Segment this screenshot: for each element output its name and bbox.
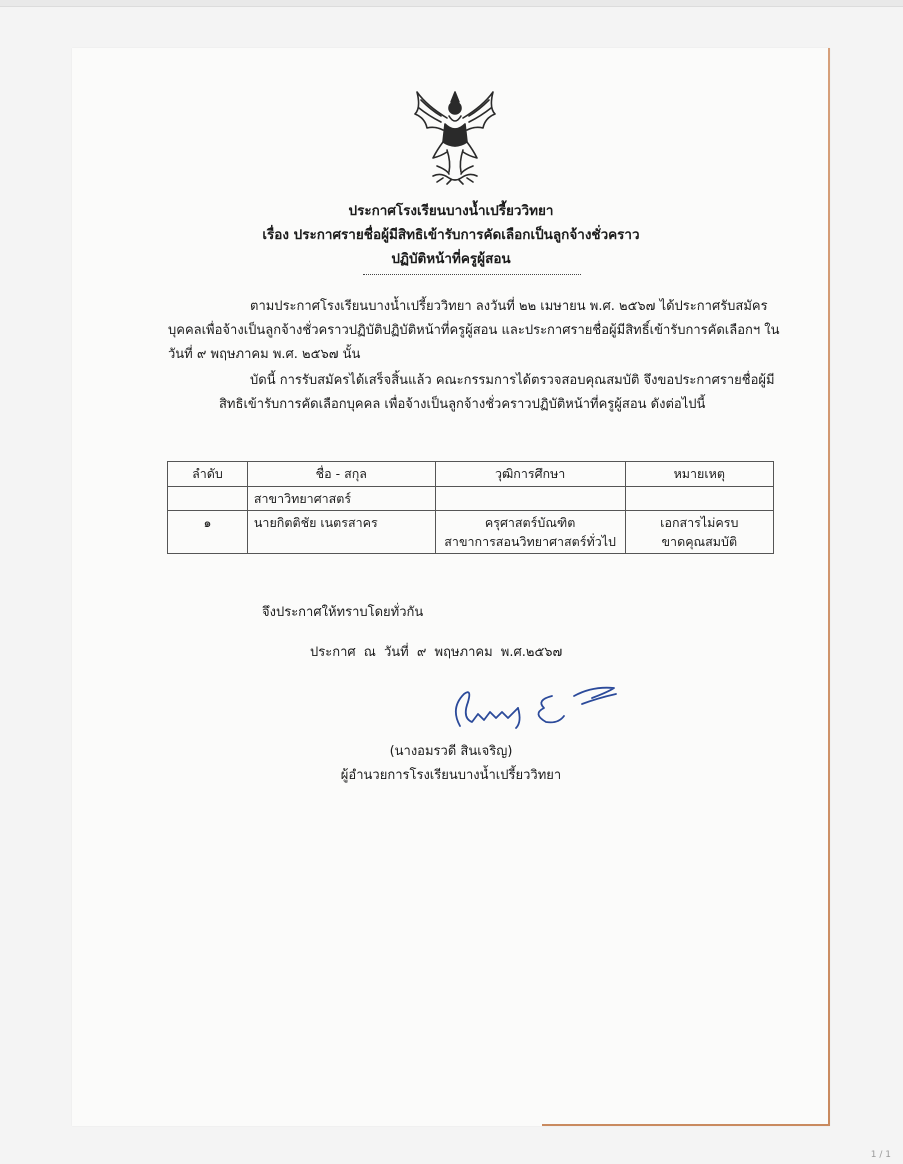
announcement-date: ประกาศ ณ วันที่ ๙ พฤษภาคม พ.ศ.๒๕๖๗ [310, 645, 563, 660]
table-row [168, 511, 774, 554]
announcement-subject-cont: ปฏิบัติหน้าที่ครูผู้สอน [391, 251, 511, 267]
paragraph-1-line-3: วันที่ ๙ พฤษภาคม พ.ศ. ๒๕๖๗ นั้น [168, 347, 361, 362]
signatory-name: (นางอมรวดี สินเจริญ) [389, 744, 513, 759]
section-label: สาขาวิทยาศาสตร์ [247, 487, 435, 511]
viewer-toolbar [0, 0, 903, 7]
row-no: ๑ [168, 511, 248, 554]
candidate-table [167, 461, 774, 554]
paragraph-1-line-2: บุคคลเพื่อจ้างเป็นลูกจ้างชั่วคราวปฏิบัติปฏิบัติหน้าที่ครูผู้สอน และประกาศรายชื่อผู้มีสิทธิ์เข้ารับการคัดเลือกฯ ใน [168, 323, 780, 338]
handwritten-signature [432, 678, 622, 738]
table-section-row [168, 487, 774, 511]
row-remark-line-1: เอกสารไม่ครบ [660, 515, 739, 530]
closing-statement: จึงประกาศให้ทราบโดยทั่วกัน [262, 605, 424, 620]
row-remark [625, 511, 773, 554]
row-education-major: สาขาการสอนวิทยาศาสตร์ทั่วไป [444, 534, 616, 549]
col-header-education: วุฒิการศึกษา [435, 462, 625, 487]
row-education-degree: ครุศาสตร์บัณฑิต [484, 515, 576, 530]
paragraph-2-line-1: บัดนี้ การรับสมัครได้เสร็จสิ้นแล้ว คณะกรรมการได้ตรวจสอบคุณสมบัติ จึงขอประกาศรายชื่อผู้มี [250, 373, 775, 388]
page-indicator: 1 / 1 [870, 1150, 891, 1160]
col-header-remark: หมายเหตุ [625, 462, 773, 487]
document-page [72, 48, 830, 1126]
table-header-row [168, 462, 774, 487]
garuda-emblem-icon [407, 86, 503, 190]
row-remark-line-2: ขาดคุณสมบัติ [661, 534, 738, 549]
paragraph-2-line-2: สิทธิเข้ารับการคัดเลือกบุคคล เพื่อจ้างเป็นลูกจ้างชั่วคราวปฏิบัติหน้าที่ครูผู้สอน ดังต่อไปนี้ [219, 397, 706, 412]
signatory-title: ผู้อำนวยการโรงเรียนบางน้ำเปรี้ยววิทยา [340, 768, 562, 783]
paragraph-1-line-1: ตามประกาศโรงเรียนบางน้ำเปรี้ยววิทยา ลงวันที่ ๒๒ เมษายน พ.ศ. ๒๕๖๗ ได้ประกาศรับสมัคร [250, 299, 768, 314]
row-name: นายกิตติชัย เนตรสาคร [247, 511, 435, 554]
col-header-name: ชื่อ - สกุล [247, 462, 435, 487]
col-header-no: ลำดับ [168, 462, 248, 487]
page-edge-bottom [542, 1124, 830, 1126]
dotted-divider [363, 274, 581, 275]
announcement-subject: เรื่อง ประกาศรายชื่อผู้มีสิทธิเข้ารับการคัดเลือกเป็นลูกจ้างชั่วคราว [262, 227, 640, 243]
announcement-title: ประกาศโรงเรียนบางน้ำเปรี้ยววิทยา [348, 203, 554, 219]
row-education [435, 511, 625, 554]
